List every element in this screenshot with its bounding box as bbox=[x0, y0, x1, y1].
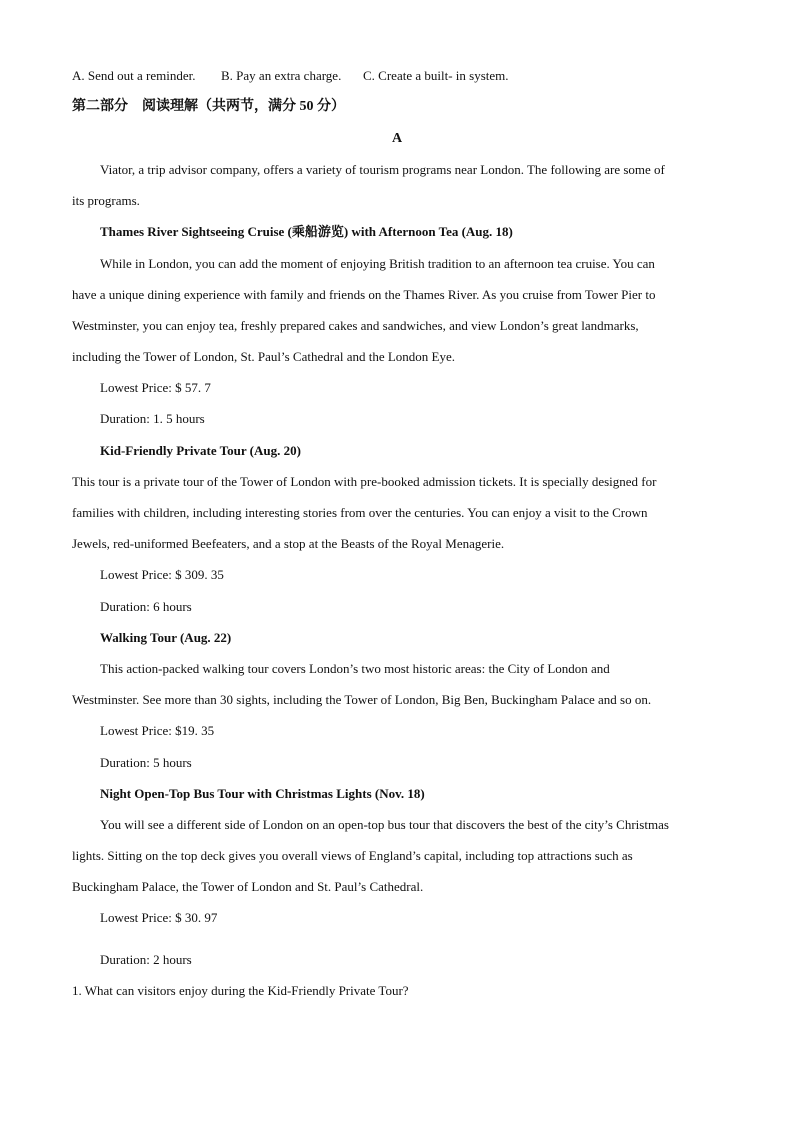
program-title: Night Open-Top Bus Tour with Christmas Lights (Nov. 18) bbox=[100, 786, 425, 801]
program-desc-line: Jewels, red-uniformed Beefeaters, and a stop at the Beasts of the Royal Menagerie. bbox=[72, 536, 505, 551]
program-price: Lowest Price: $ 309. 35 bbox=[100, 567, 224, 582]
question-1: 1. What can visitors enjoy during the Kid-Friendly Private Tour? bbox=[72, 983, 409, 998]
program-desc-line: This tour is a private tour of the Tower of London with pre-booked admission tickets. It is specially designed for bbox=[72, 474, 657, 489]
intro-line: its programs. bbox=[72, 193, 140, 208]
program-desc-line: Westminster, you can enjoy tea, freshly prepared cakes and sandwiches, and view London’s great landmarks, bbox=[72, 318, 639, 333]
program-duration: Duration: 5 hours bbox=[100, 755, 192, 770]
program-desc-line: Buckingham Palace, the Tower of London and St. Paul’s Cathedral. bbox=[72, 879, 424, 894]
option-a: A. Send out a reminder. bbox=[72, 68, 196, 83]
program-duration: Duration: 2 hours bbox=[100, 952, 192, 967]
section-heading: 第二部分 阅读理解（共两节，满分 50 分） bbox=[72, 99, 345, 114]
program-desc-line: including the Tower of London, St. Paul’s Cathedral and the London Eye. bbox=[72, 349, 456, 364]
program-title: Kid-Friendly Private Tour (Aug. 20) bbox=[100, 443, 301, 458]
passage-label: A bbox=[391, 131, 403, 146]
option-c: C. Create a built- in system. bbox=[363, 68, 509, 83]
program-duration: Duration: 1. 5 hours bbox=[100, 411, 205, 426]
program-title: Thames River Sightseeing Cruise (乘船游览) with Afternoon Tea (Aug. 18) bbox=[100, 224, 513, 239]
program-desc-line: Westminster. See more than 30 sights, including the Tower of London, Big Ben, Buckingham Palace and so on. bbox=[72, 692, 652, 707]
program-duration: Duration: 6 hours bbox=[100, 599, 192, 614]
program-desc-line: This action-packed walking tour covers London’s two most historic areas: the City of London and bbox=[100, 661, 610, 676]
program-price: Lowest Price: $ 57. 7 bbox=[100, 380, 211, 395]
intro-line: Viator, a trip advisor company, offers a variety of tourism programs near London. The following are some of bbox=[100, 162, 665, 177]
option-b: B. Pay an extra charge. bbox=[221, 68, 342, 83]
program-desc-line: While in London, you can add the moment of enjoying British tradition to an afternoon tea cruise. You can bbox=[100, 256, 655, 271]
program-price: Lowest Price: $ 30. 97 bbox=[100, 910, 218, 925]
program-price: Lowest Price: $19. 35 bbox=[100, 723, 215, 738]
previous-question-options bbox=[72, 68, 509, 84]
program-desc-line: lights. Sitting on the top deck gives you overall views of England’s capital, including top attractions such as bbox=[72, 848, 633, 863]
program-desc-line: have a unique dining experience with family and friends on the Thames River. As you cruise from Tower Pier to bbox=[72, 287, 656, 302]
program-desc-line: families with children, including interesting stories from over the centuries. You can enjoy a visit to the Crown bbox=[72, 505, 648, 520]
program-desc-line: You will see a different side of London on an open-top bus tour that discovers the best of the city’s Christmas bbox=[100, 817, 669, 832]
program-title: Walking Tour (Aug. 22) bbox=[100, 630, 232, 645]
